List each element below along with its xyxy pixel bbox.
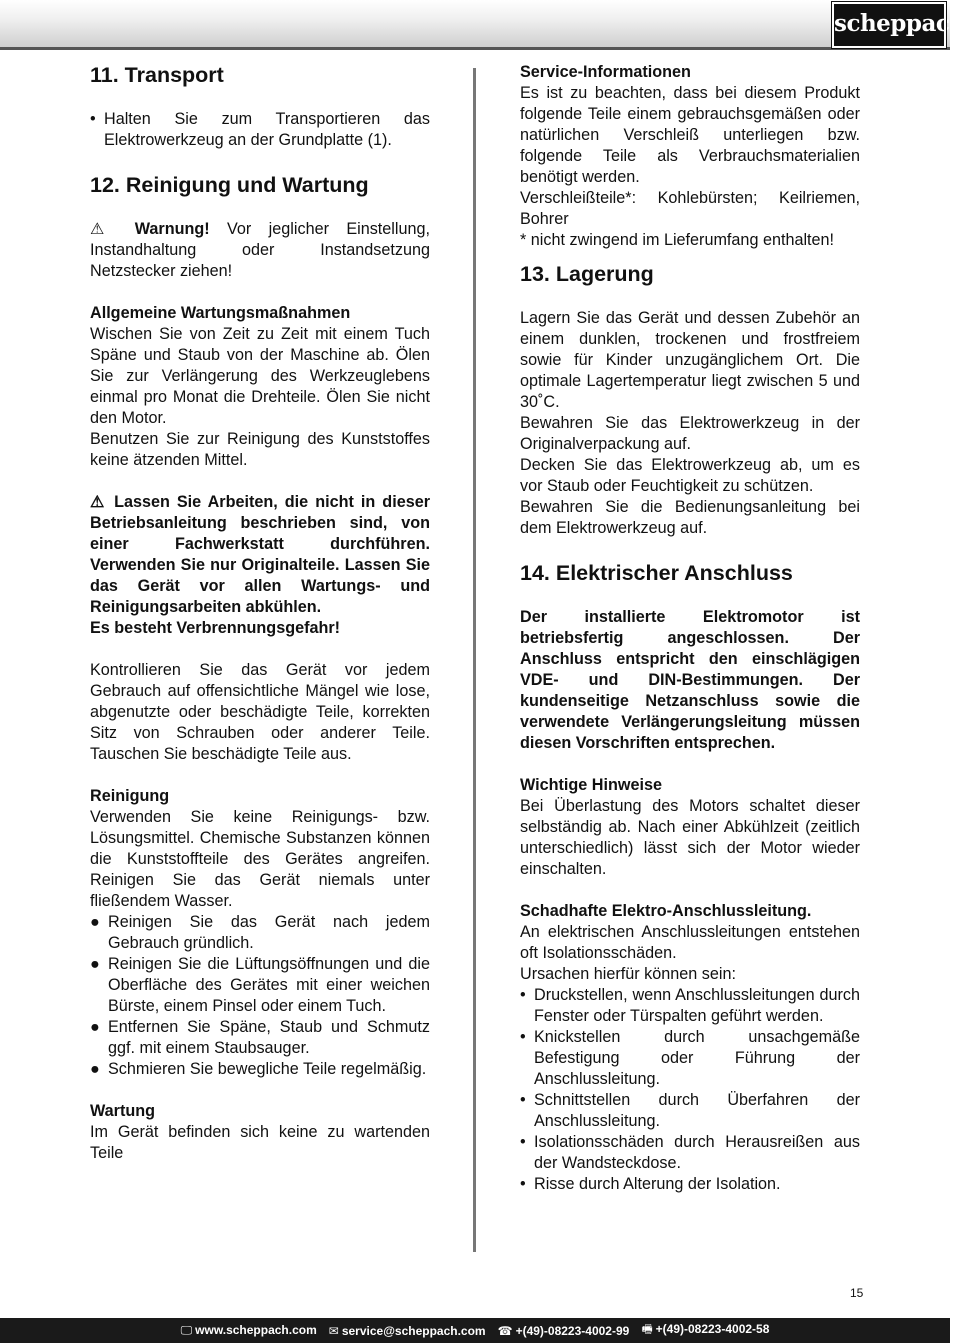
storage-text-3: Decken Sie das Elektrowerkzeug ab, um es vor Staub oder Feuchtigkeit zu schützen. — [520, 456, 860, 495]
footer-web[interactable]: 🖵 www.scheppach.com — [180, 1323, 317, 1337]
causes-text: Ursachen hierfür können sein: — [520, 965, 736, 983]
causes-list — [520, 985, 860, 1195]
warning-paragraph: ⚠ Warnung! Vor jeglicher Einstellung, Instandhaltung oder Instandsetzung Netzstecker ziehen! — [90, 220, 431, 280]
transport-list — [90, 109, 430, 151]
general-maintenance-text: Wischen Sie von Zeit zu Zeit mit einem Tuch Späne und Staub von der Maschine ab. Ölen Sie zur Verlängerung des Werkzeuglebens einmal pro Monat die Drehteile. Ölen Sie nicht den Motor. — [90, 325, 430, 427]
list-item: • Knickstellen durch unsachgemäße Befestigung oder Führung der Anschlussleitung. — [520, 1028, 860, 1088]
right-column — [520, 62, 860, 1195]
list-item: • Druckstellen, wenn Anschlussleitungen durch Fenster oder Türspalten geführt werden. — [520, 986, 860, 1025]
service-heading: Service-Informationen — [520, 63, 691, 81]
fax-icon: 🖷 — [641, 1322, 653, 1336]
storage-text: Lagern Sie das Gerät und dessen Zubehör an einem dunklen, trockenen und frostfreiem sowie für Kinder unzugänglichem Ort. Die optimale Lagertemperatur liegt zwischen 5 und 30˚C. — [520, 309, 860, 411]
page-number: 15 — [850, 1286, 864, 1300]
inspection-text: Kontrollieren Sie das Gerät vor jedem Gebrauch auf offensichtliche Mängel wie lose, abgenutzte oder beschädigte Teile, korrekten Sitz von Schrauben oder anderer Teile. Tauschen Sie beschädigte Teile aus. — [90, 661, 430, 763]
maintenance-text: Im Gerät befinden sich keine zu wartenden Teile — [90, 1123, 430, 1162]
section-storage-title: 13. Lagerung — [520, 262, 654, 286]
general-maintenance-heading: Allgemeine Wartungsmaßnahmen — [90, 304, 351, 322]
footer-fax: 🖷 +(49)-08223-4002-58 — [641, 1322, 770, 1336]
cleaning-text: Verwenden Sie keine Reinigungs- bzw. Lösungsmittel. Chemische Substanzen können die Kunststoffteile des Gerätes angreifen. Reinigen Sie das Gerät niemals unter fließendem Wasser. — [90, 808, 430, 910]
footer-email[interactable]: ✉ service@scheppach.com — [328, 1323, 486, 1338]
list-item: ● Reinigen Sie das Gerät nach jedem Gebrauch gründlich. — [90, 913, 430, 952]
header-bar — [0, 0, 966, 50]
wear-parts-text: Verschleißteile*: Kohlebürsten; Keilriemen, Bohrer — [520, 189, 860, 228]
cable-text: An elektrischen Anschlussleitungen entstehen oft Isolationsschäden. — [520, 923, 860, 962]
list-item: ● Entfernen Sie Späne, Staub und Schmutz ggf. mit einem Staubsauger. — [90, 1018, 430, 1057]
burn-hazard-text: Es besteht Verbrennungsgefahr! — [90, 619, 341, 637]
list-item: ● Schmieren Sie bewegliche Teile regelmäßig. — [90, 1060, 427, 1078]
monitor-icon: 🖵 — [180, 1323, 193, 1337]
storage-text-2: Bewahren Sie das Elektrowerkzeug in der Originalverpackung auf. — [520, 414, 860, 453]
column-divider — [473, 68, 476, 1252]
section-cleaning-title: 12. Reinigung und Wartung — [90, 173, 369, 197]
scheppach-logo: scheppach — [832, 2, 946, 48]
hints-text: Bei Überlastung des Motors schaltet dieser selbständig ab. Nach einer Abkühlzeit (zeitlich unterschiedlich) lässt sich der Motor wieder einschalten. — [520, 797, 860, 878]
section-electrical-title: 14. Elektrischer Anschluss — [520, 561, 793, 585]
list-item: • Isolationsschäden durch Herausreißen aus der Wandsteckdose. — [520, 1133, 860, 1172]
footer-bar — [0, 1318, 950, 1343]
footnote-text: * nicht zwingend im Lieferumfang enthalten! — [520, 231, 835, 249]
cleaning-heading: Reinigung — [90, 787, 170, 805]
storage-text-4: Bewahren Sie die Bedienungsanleitung bei dem Elektrowerkzeug auf. — [520, 498, 860, 537]
electrical-text: Der installierte Elektromotor ist betriebsfertig angeschlossen. Der Anschluss entspricht den einschlägigen VDE- und DIN-Bestimmungen. Der kundenseitige Netzanschluss sowie die verwendete Verlängerungsleitung müssen diesen Vorschriften entsprechen. — [520, 608, 860, 752]
left-column — [90, 62, 430, 1164]
service-text: Es ist zu beachten, dass bei diesem Produkt folgende Teile einem gebrauchsgemäßen oder natürlichen Verschleiß unterliegen bzw. folgende Teile als Verbrauchsmaterialien benötigt werden. — [520, 84, 860, 186]
section-transport-title: 11. Transport — [90, 63, 224, 87]
list-item: • Halten Sie zum Transportieren das Elektrowerkzeug an der Grundplatte (1). — [90, 110, 430, 149]
warning-paragraph-2: ⚠ Lassen Sie Arbeiten, die nicht in dieser Betriebsanleitung beschrieben sind, von einer Fachwerkstatt durchführen. Verwenden Sie nur Originalteile. Lassen Sie das Gerät vor allen Wartungs- und Reinigungsarbeiten abkühlen. — [90, 493, 430, 616]
hints-heading: Wichtige Hinweise — [520, 776, 662, 794]
footer-phone: ☎ +(49)-08223-4002-99 — [497, 1323, 630, 1338]
warning-icon: ⚠ — [90, 493, 108, 511]
list-item: ● Reinigen Sie die Lüftungsöffnungen und die Oberfläche des Gerätes mit einer weichen Bürste, einem Pinsel oder einem Tuch. — [90, 955, 430, 1015]
list-item: • Risse durch Alterung der Isolation. — [520, 1175, 781, 1193]
phone-icon: ☎ — [497, 1323, 513, 1338]
mail-icon: ✉ — [328, 1323, 339, 1338]
warning-icon: ⚠ — [90, 220, 118, 238]
list-item: • Schnittstellen durch Überfahren der Anschlussleitung. — [520, 1091, 860, 1130]
cleaning-list — [90, 912, 430, 1080]
cable-heading: Schadhafte Elektro-Anschlussleitung. — [520, 902, 812, 920]
general-maintenance-text-2: Benutzen Sie zur Reinigung des Kunststoffes keine ätzenden Mittel. — [90, 430, 430, 469]
maintenance-heading: Wartung — [90, 1102, 156, 1120]
